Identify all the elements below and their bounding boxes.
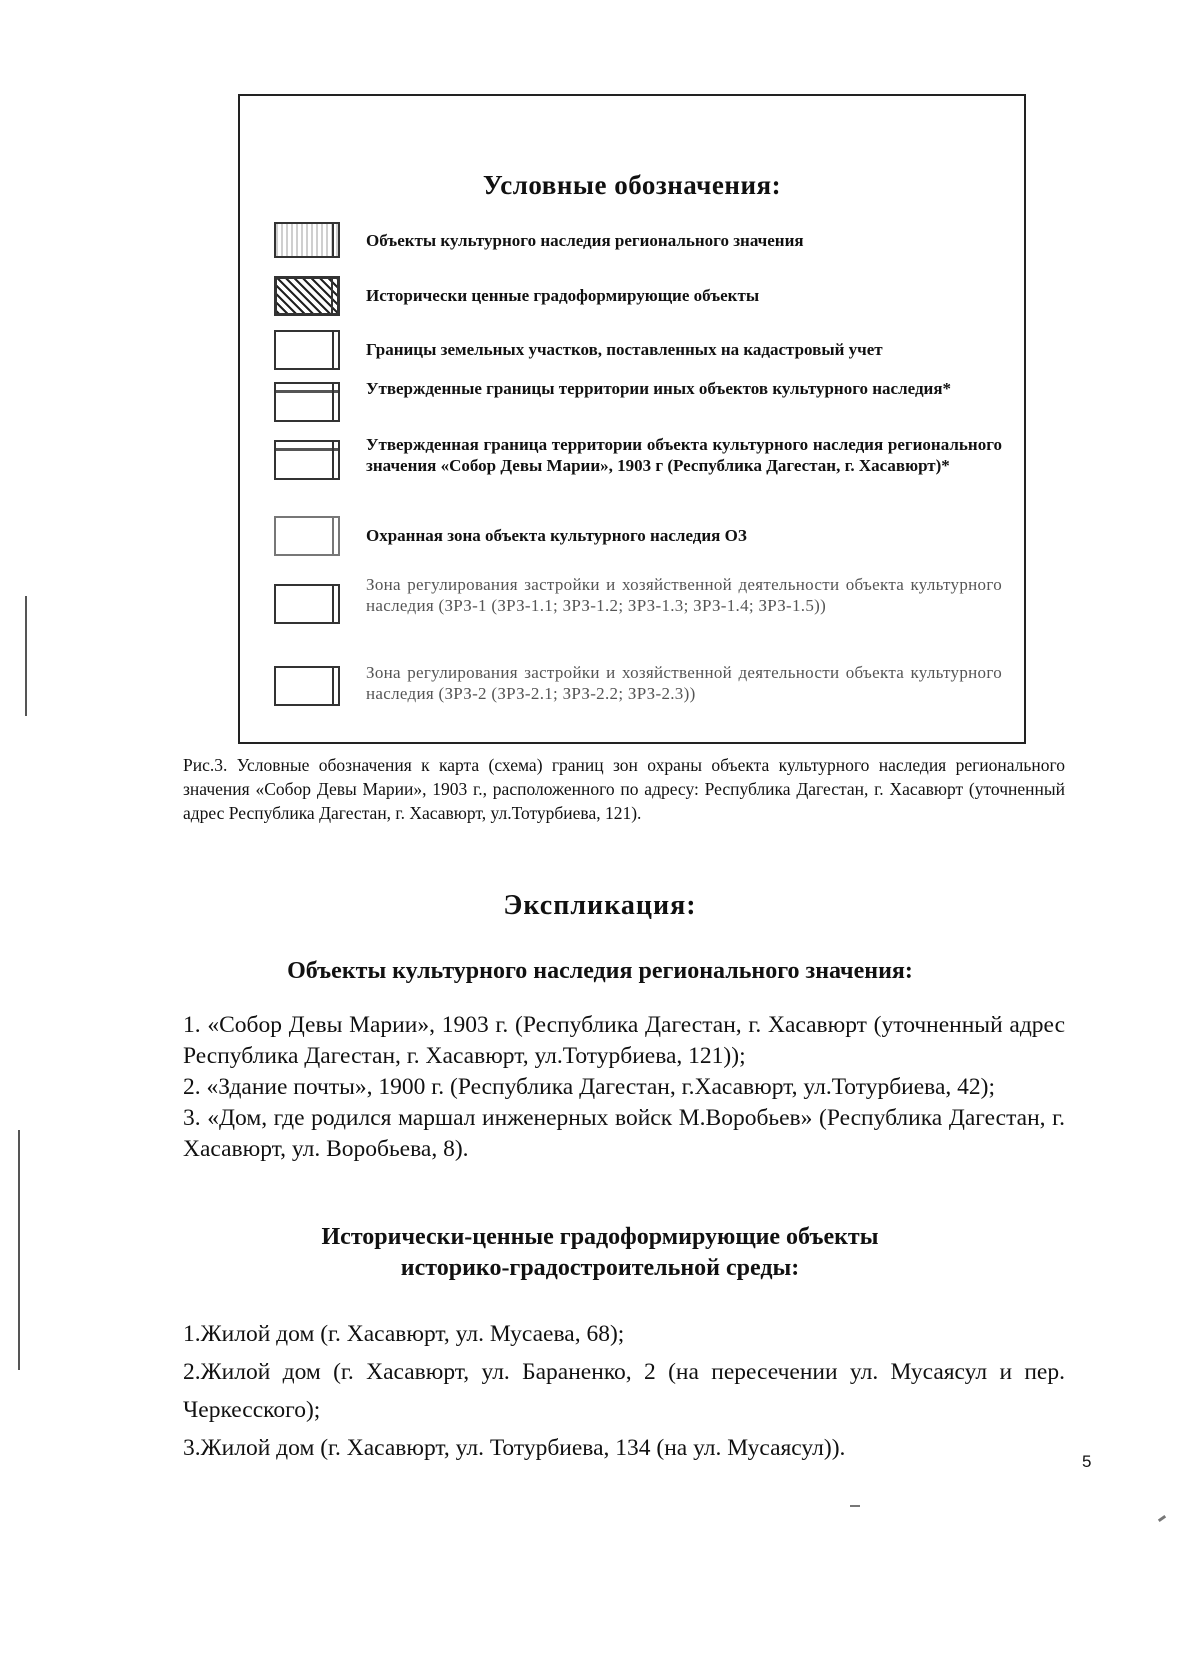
legend-title: Условные обозначения: [482,170,782,200]
scan-margin-line [25,596,27,716]
legend-item-label: Границы земельных участков, поставленных на кадастровый учет [366,340,883,359]
legend-symbol-thin-outline [274,516,340,556]
list-item: 2. «Здание почты», 1900 г. (Республика Дагестан, г.Хасавюрт, ул.Тотурбиева, 42); [183,1074,995,1100]
legend-item-cultural-heritage [274,222,1002,262]
figure-caption: Рис.3. Условные обозначения к карта (схема) границ зон охраны объекта культурного наследия регионального значения «Собор Девы Марии», 1903 г., расположенного по адресу: Республика Дагестан, г. Хасавюрт (уточненный адрес Республика Дагестан, г. Хасавюрт, ул.Тотурбиева, 121). [183,755,1065,823]
legend-symbol-dotted [274,222,340,258]
scan-speck [850,1505,860,1507]
scan-speck [1158,1515,1166,1522]
legend-symbol-line [274,382,340,422]
section-heading-line: Исторически-ценные градоформирующие объекты [321,1224,879,1250]
legend-item-zrz-1 [274,574,1002,640]
legend-item-label: Зона регулирования застройки и хозяйственной деятельности объекта культурного наследия (ЗРЗ-1 (ЗРЗ-1.1; ЗРЗ-1.2; ЗРЗ-1.3; ЗРЗ-1.4; ЗРЗ-1.5)) [366,575,1002,615]
legend-item-other-territories [274,378,1002,426]
legend-item-label: Утвержденная граница территории объекта культурного наследия регионального значения «Собор Девы Марии», 1903 г (Республика Дагестан, г. Хасавюрт)* [366,435,1002,475]
legend-symbol-double-outline [274,584,340,624]
explication-title: Экспликация: [503,890,697,921]
list-item: 3.Жилой дом (г. Хасавюрт, ул. Тотурбиева, 134 (на ул. Мусаясул)). [183,1435,846,1461]
scan-margin-line [18,1130,20,1370]
legend-item-label: Объекты культурного наследия регионального значения [366,231,804,250]
section-heading-historic-objects [0,1222,1200,1284]
list-item: 2.Жилой дом (г. Хасавюрт, ул. Бараненко, 2 (на пересечении ул. Мусаясул и пер. Черкесского); [183,1359,1065,1423]
cultural-heritage-list [183,1010,1065,1165]
legend-item-historic-objects [274,276,1002,316]
legend-item-sobor-territory [274,434,1002,504]
legend-symbol-line [274,440,340,480]
section-heading-line: историко-градостроительной среды: [400,1255,800,1281]
list-item: 1.Жилой дом (г. Хасавюрт, ул. Мусаева, 68); [183,1321,625,1347]
legend-symbol-hatched [274,276,340,316]
legend-item-land-plots [274,330,1002,370]
page-number: 5 [1082,1452,1092,1471]
historic-objects-list [183,1315,1065,1467]
list-item: 3. «Дом, где родился маршал инженерных войск М.Воробьев» (Республика Дагестан, г. Хасавюрт, ул. Воробьева, 8). [183,1105,1065,1162]
legend-item-label: Исторически ценные градоформирующие объекты [366,286,760,305]
section-heading-cultural-heritage: Объекты культурного наследия регионального значения: [287,958,913,984]
legend-item-zrz-2 [274,662,1002,710]
list-item: 1. «Собор Девы Марии», 1903 г. (Республика Дагестан, г. Хасавюрт (уточненный адрес Республика Дагестан, г. Хасавюрт, ул.Тотурбиева, 121)); [183,1012,1065,1069]
legend-box [238,94,1026,744]
legend-item-label: Зона регулирования застройки и хозяйственной деятельности объекта культурного наследия (ЗРЗ-2 (ЗРЗ-2.1; ЗРЗ-2.2; ЗРЗ-2.3)) [366,663,1002,703]
legend-item-label: Охранная зона объекта культурного наследия ОЗ [366,526,747,545]
legend-symbol-outline [274,330,340,370]
legend-symbol-double-outline [274,666,340,706]
legend-item-protection-zone [274,516,1002,556]
legend-item-label: Утвержденные границы территории иных объектов культурного наследия* [366,379,952,398]
